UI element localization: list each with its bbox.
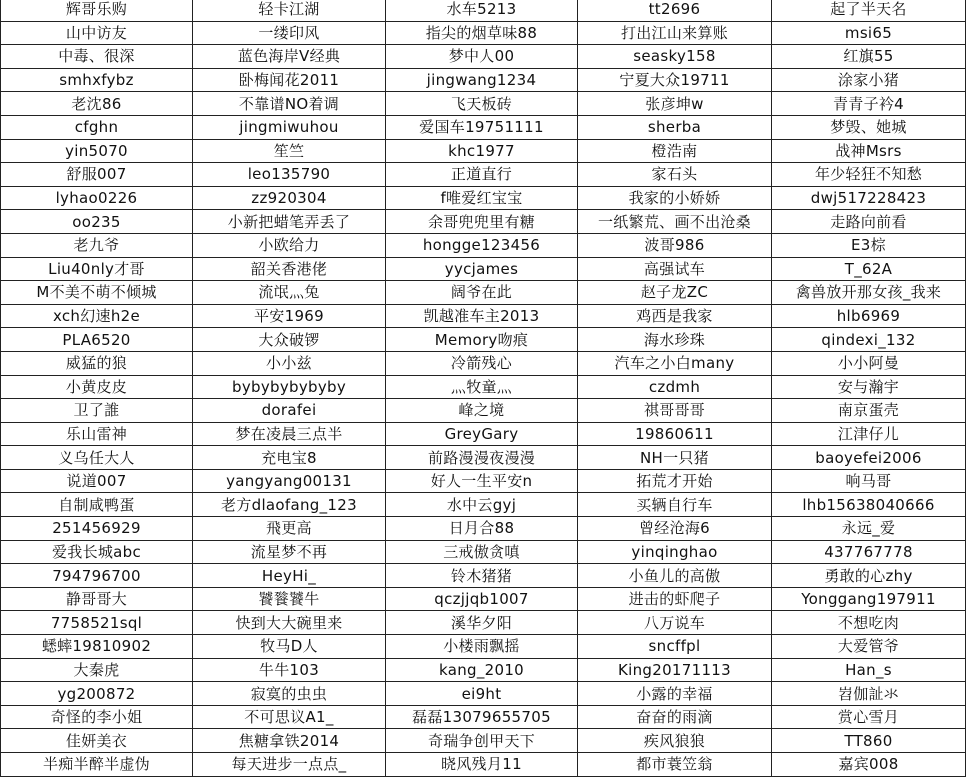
table-row (1, 115, 966, 139)
table-cell: 拓荒才开始 (578, 469, 772, 493)
table-cell: 指尖的烟草味88 (386, 21, 578, 45)
table-cell: 笙竺 (193, 139, 386, 163)
table-cell: bybybybybyby (193, 375, 386, 399)
table-row (1, 446, 966, 470)
table-cell: 一缕印风 (193, 21, 386, 45)
table-cell: 焦糖拿铁2014 (193, 729, 386, 753)
table-cell: tt2696 (578, 0, 772, 21)
table-cell: 牛牛103 (193, 658, 386, 682)
table-row (1, 611, 966, 635)
table-cell: 饕餮饕牛 (193, 587, 386, 611)
table-row (1, 399, 966, 423)
table-cell: 奋奋的雨滴 (578, 705, 772, 729)
table-row (1, 139, 966, 163)
table-cell: 威猛的狼 (1, 351, 193, 375)
table-cell: 磊磊13079655705 (386, 705, 578, 729)
table-cell: 老九爷 (1, 233, 193, 257)
table-cell: 嘉宾008 (772, 753, 966, 777)
table-cell: 勇敢的心zhy (772, 564, 966, 588)
table-cell: 战神Msrs (772, 139, 966, 163)
table-cell: 半痴半醉半虚伪 (1, 753, 193, 777)
table-cell: GreyGary (386, 422, 578, 446)
table-cell: 飛更高 (193, 517, 386, 541)
table-row (1, 469, 966, 493)
table-cell: leo135790 (193, 163, 386, 187)
table-row (1, 422, 966, 446)
table-cell: jingmiwuhou (193, 115, 386, 139)
table-cell: ei9ht (386, 682, 578, 706)
table-cell: 奇怪的李小姐 (1, 705, 193, 729)
table-cell: 年少轻狂不知愁 (772, 163, 966, 187)
table-cell: 鸡西是我家 (578, 304, 772, 328)
table-cell: 平安1969 (193, 304, 386, 328)
table-cell: 禽兽放开那女孩_我来 (772, 281, 966, 305)
table-cell: oo235 (1, 210, 193, 234)
table-cell: 灬牧童灬 (386, 375, 578, 399)
table-cell: 祺哥哥哥 (578, 399, 772, 423)
table-row (1, 540, 966, 564)
table-row (1, 304, 966, 328)
table-cell: 响马哥 (772, 469, 966, 493)
table-cell: 橙浩南 (578, 139, 772, 163)
table-cell: 进击的虾爬子 (578, 587, 772, 611)
table-cell: 不靠谱NO着调 (193, 92, 386, 116)
table-cell: qczjjqb1007 (386, 587, 578, 611)
table-cell: 静哥哥大 (1, 587, 193, 611)
table-cell: 不想吃肉 (772, 611, 966, 635)
table-cell: zz920304 (193, 186, 386, 210)
table-cell: 铃木猪猪 (386, 564, 578, 588)
table-cell: 小露的幸福 (578, 682, 772, 706)
table-cell: 溪华夕阳 (386, 611, 578, 635)
table-cell: TT860 (772, 729, 966, 753)
table-cell: 起了半天名 (772, 0, 966, 21)
table-cell: 冷箭残心 (386, 351, 578, 375)
table-row (1, 233, 966, 257)
table-cell: 小新把蜡笔弄丢了 (193, 210, 386, 234)
table-row (1, 705, 966, 729)
table-row (1, 45, 966, 69)
table-cell: qindexi_132 (772, 328, 966, 352)
table-cell: sncffpl (578, 635, 772, 659)
table-cell: 爱国车19751111 (386, 115, 578, 139)
table-cell: 7758521sql (1, 611, 193, 635)
table-cell: 走路向前看 (772, 210, 966, 234)
table-cell: 小黄皮皮 (1, 375, 193, 399)
table-cell: 岧伽訨氺 (772, 682, 966, 706)
table-cell: 余哥兜兜里有糖 (386, 210, 578, 234)
table-row (1, 21, 966, 45)
table-cell: 涂家小猪 (772, 68, 966, 92)
table-cell: 大秦虎 (1, 658, 193, 682)
table-cell: 峰之境 (386, 399, 578, 423)
table-row (1, 375, 966, 399)
table-row (1, 92, 966, 116)
table-cell: seasky158 (578, 45, 772, 69)
table-cell: lyhao0226 (1, 186, 193, 210)
table-row (1, 587, 966, 611)
table-cell: 中毒、很深 (1, 45, 193, 69)
table-row (1, 682, 966, 706)
table-cell: 好人一生平安n (386, 469, 578, 493)
table-cell: 自制咸鸭蛋 (1, 493, 193, 517)
table-cell: 小楼雨飘摇 (386, 635, 578, 659)
table-cell: lhb15638040666 (772, 493, 966, 517)
table-cell: hongge123456 (386, 233, 578, 257)
table-row (1, 163, 966, 187)
table-cell: 小小兹 (193, 351, 386, 375)
table-cell: czdmh (578, 375, 772, 399)
table-cell: 永远_爱 (772, 517, 966, 541)
table-cell: 水车5213 (386, 0, 578, 21)
table-cell: 南京蛋壳 (772, 399, 966, 423)
table-cell: 251456929 (1, 517, 193, 541)
table-cell: HeyHi_ (193, 564, 386, 588)
table-cell: cfghn (1, 115, 193, 139)
table-cell: 流氓灬兔 (193, 281, 386, 305)
table-row (1, 328, 966, 352)
table-cell: 飞天板砖 (386, 92, 578, 116)
table-row (1, 517, 966, 541)
table-cell: 充电宝8 (193, 446, 386, 470)
table-cell: PLA6520 (1, 328, 193, 352)
table-cell: sherba (578, 115, 772, 139)
table-cell: 蟋蟀19810902 (1, 635, 193, 659)
table-cell: 每天进步一点点_ (193, 753, 386, 777)
table-row (1, 257, 966, 281)
table-cell: 八万说车 (578, 611, 772, 635)
table-cell: 赵子龙ZC (578, 281, 772, 305)
table-cell: 买辆自行车 (578, 493, 772, 517)
table-cell: NH一只猪 (578, 446, 772, 470)
table-cell: Memory吻痕 (386, 328, 578, 352)
table-cell: 19860611 (578, 422, 772, 446)
table-cell: 卫了誰 (1, 399, 193, 423)
table-cell: 说道007 (1, 469, 193, 493)
table-cell: 快到大大碗里来 (193, 611, 386, 635)
table-cell: 舒服007 (1, 163, 193, 187)
table-cell: 老沈86 (1, 92, 193, 116)
table-row (1, 564, 966, 588)
table-cell: 义乌任大人 (1, 446, 193, 470)
table-cell: smhxfybz (1, 68, 193, 92)
table-cell: 爱我长城abc (1, 540, 193, 564)
table-cell: yg200872 (1, 682, 193, 706)
table-row (1, 281, 966, 305)
table-cell: 晓风残月11 (386, 753, 578, 777)
table-cell: 小小阿曼 (772, 351, 966, 375)
table-cell: 小欧给力 (193, 233, 386, 257)
table-row (1, 658, 966, 682)
table-cell: Han_s (772, 658, 966, 682)
table-cell: 卧梅闻花2011 (193, 68, 386, 92)
table-cell: yin5070 (1, 139, 193, 163)
table-cell: jingwang1234 (386, 68, 578, 92)
table-cell: T_62A (772, 257, 966, 281)
table-cell: 437767778 (772, 540, 966, 564)
table-cell: 三戒傲贪嗔 (386, 540, 578, 564)
table-cell: 不可思议A1_ (193, 705, 386, 729)
table-cell: 我家的小娇娇 (578, 186, 772, 210)
table-cell: 前路漫漫夜漫漫 (386, 446, 578, 470)
table-row (1, 493, 966, 517)
table-cell: 梦中人00 (386, 45, 578, 69)
table-cell: xch幻速h2e (1, 304, 193, 328)
table-row (1, 729, 966, 753)
table-cell: dorafei (193, 399, 386, 423)
table-cell: 寂寞的虫虫 (193, 682, 386, 706)
table-cell: baoyefei2006 (772, 446, 966, 470)
table-cell: 流星梦不再 (193, 540, 386, 564)
table-cell: 梦在凌晨三点半 (193, 422, 386, 446)
table-cell: 高强试车 (578, 257, 772, 281)
table-cell: 江津仔儿 (772, 422, 966, 446)
table-cell: 小鱼儿的高傲 (578, 564, 772, 588)
table-cell: Liu40nly才哥 (1, 257, 193, 281)
table-cell: 阔爷在此 (386, 281, 578, 305)
table-cell: 794796700 (1, 564, 193, 588)
table-row (1, 0, 966, 21)
table-cell: 大众破锣 (193, 328, 386, 352)
table-cell: King20171113 (578, 658, 772, 682)
table-cell: 乐山雷神 (1, 422, 193, 446)
table-cell: 山中访友 (1, 21, 193, 45)
table-cell: 轻卡江湖 (193, 0, 386, 21)
table-cell: 日月合88 (386, 517, 578, 541)
table-cell: 正道直行 (386, 163, 578, 187)
username-table-body (1, 0, 966, 776)
table-cell: yangyang00131 (193, 469, 386, 493)
table-row (1, 210, 966, 234)
table-cell: 奇瑞争创甲天下 (386, 729, 578, 753)
table-cell: 老方dlaofang_123 (193, 493, 386, 517)
table-cell: 打出江山来算账 (578, 21, 772, 45)
table-cell: 水中云gyj (386, 493, 578, 517)
table-cell: khc1977 (386, 139, 578, 163)
table-cell: E3棕 (772, 233, 966, 257)
table-cell: 宁夏大众19711 (578, 68, 772, 92)
table-cell: 张彦坤w (578, 92, 772, 116)
table-cell: 蓝色海岸V经典 (193, 45, 386, 69)
table-cell: hlb6969 (772, 304, 966, 328)
table-cell: 韶关香港佬 (193, 257, 386, 281)
table-cell: 赏心雪月 (772, 705, 966, 729)
table-cell: 疾风狼狼 (578, 729, 772, 753)
table-cell: 凯越准车主2013 (386, 304, 578, 328)
table-row (1, 186, 966, 210)
table-cell: kang_2010 (386, 658, 578, 682)
table-cell: dwj517228423 (772, 186, 966, 210)
table-row (1, 351, 966, 375)
table-cell: 家石头 (578, 163, 772, 187)
table-cell: 都市蓑笠翁 (578, 753, 772, 777)
table-cell: 安与瀚宇 (772, 375, 966, 399)
table-row (1, 753, 966, 777)
table-cell: 红旗55 (772, 45, 966, 69)
table-cell: msi65 (772, 21, 966, 45)
table-cell: Yonggang197911 (772, 587, 966, 611)
table-cell: yycjames (386, 257, 578, 281)
table-cell: 大爱管爷 (772, 635, 966, 659)
table-row (1, 68, 966, 92)
table-cell: 波哥986 (578, 233, 772, 257)
table-cell: 曾经沧海6 (578, 517, 772, 541)
table-cell: 梦毁、她城 (772, 115, 966, 139)
table-row (1, 635, 966, 659)
table-cell: 青青子衿4 (772, 92, 966, 116)
table-cell: yinqinghao (578, 540, 772, 564)
table-cell: 一纸繁荒、画不出沧桑 (578, 210, 772, 234)
table-cell: 牧马D人 (193, 635, 386, 659)
table-cell: 辉哥乐购 (1, 0, 193, 21)
table-cell: 汽车之小白many (578, 351, 772, 375)
table-cell: 佳妍美衣 (1, 729, 193, 753)
table-cell: f唯爱红宝宝 (386, 186, 578, 210)
table-cell: M不美不萌不倾城 (1, 281, 193, 305)
table-cell: 海水珍珠 (578, 328, 772, 352)
